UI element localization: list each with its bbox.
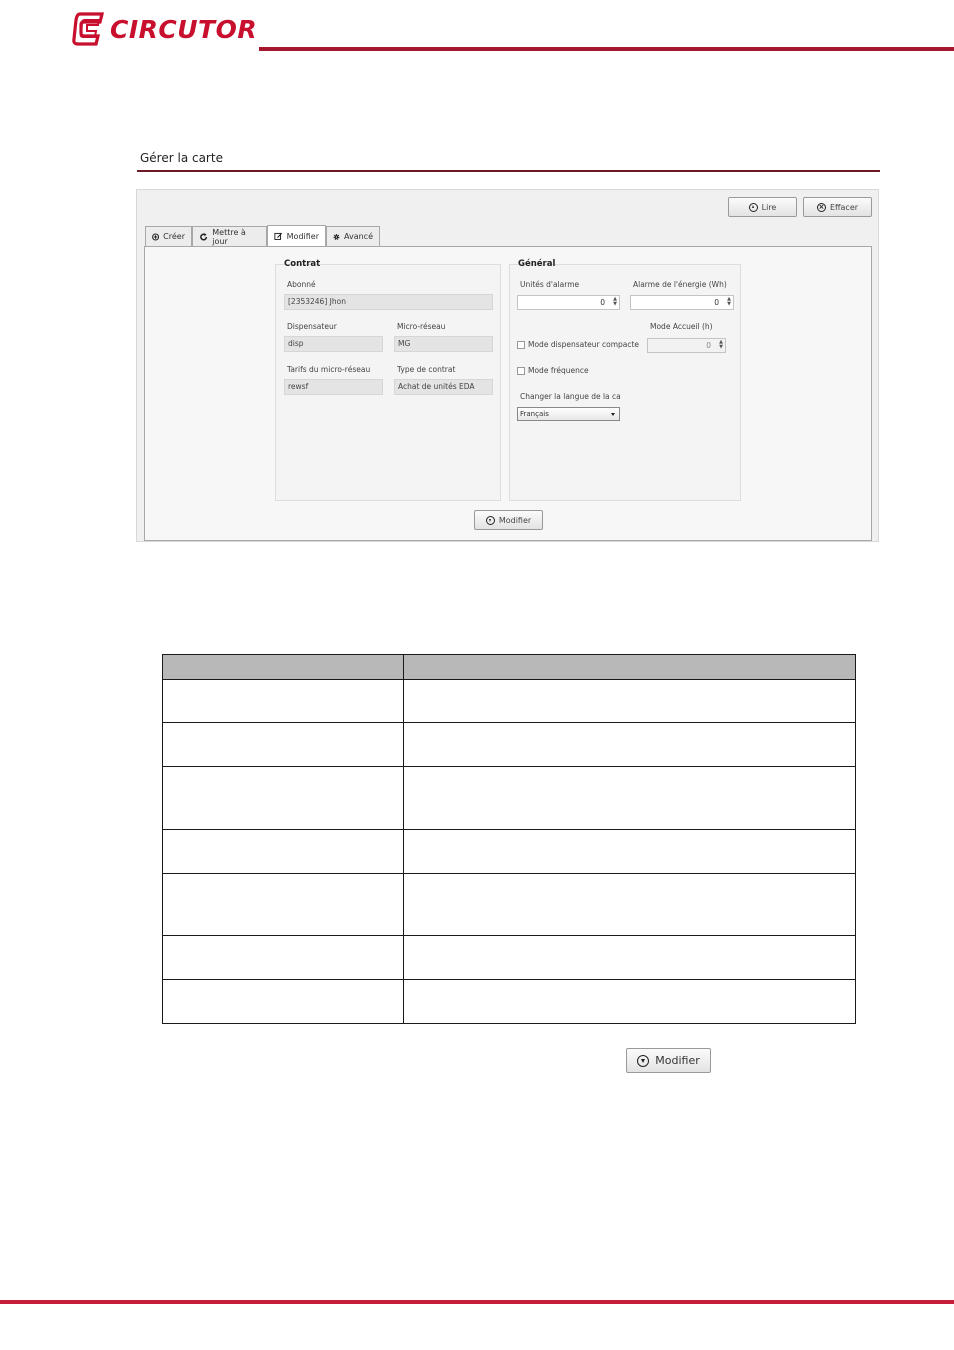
table-row <box>163 980 856 1024</box>
table-cell <box>163 980 404 1024</box>
brand-name: CIRCUTOR <box>110 14 258 44</box>
table-header-cell <box>404 655 856 680</box>
frequency-mode-label: Mode fréquence <box>528 366 589 375</box>
contract-type-label: Type de contrat <box>397 365 456 374</box>
table-cell <box>404 767 856 830</box>
clear-button[interactable]: × Effacer <box>803 197 872 217</box>
table-cell <box>163 767 404 830</box>
table-row <box>163 723 856 767</box>
table-cell <box>404 680 856 723</box>
microgrid-label: Micro-réseau <box>397 322 446 331</box>
tab-modify[interactable]: Modifier <box>267 225 326 246</box>
plus-circle-icon <box>152 232 159 242</box>
refresh-icon <box>199 232 208 242</box>
modify-button-screenshot[interactable]: Modifier <box>474 510 543 530</box>
alarm-units-input[interactable]: 0 ▲ ▼ <box>517 295 620 310</box>
language-select[interactable]: Français <box>517 407 620 421</box>
chevron-down-icon <box>611 413 615 416</box>
energy-alarm-label: Alarme de l'énergie (Wh) <box>633 280 727 289</box>
compact-mode-checkbox[interactable] <box>517 341 525 349</box>
edit-icon <box>274 231 283 241</box>
section-title: Gérer la carte <box>140 151 223 165</box>
tariffs-label: Tarifs du micro-réseau <box>287 365 371 374</box>
spin-arrows-icon[interactable]: ▲ ▼ <box>727 296 731 307</box>
table-cell <box>163 723 404 767</box>
table-cell <box>404 723 856 767</box>
download-circle-icon <box>637 1055 649 1067</box>
home-mode-input[interactable]: 0 ▲ ▼ <box>647 338 726 353</box>
general-group-title: Général <box>518 259 556 269</box>
table-row <box>163 767 856 830</box>
home-mode-label: Mode Accueil (h) <box>650 322 713 331</box>
table-row <box>163 680 856 723</box>
microgrid-field[interactable]: MG <box>394 336 493 352</box>
frequency-mode-checkbox[interactable] <box>517 367 525 375</box>
upload-circle-icon <box>749 203 758 212</box>
dispenser-label: Dispensateur <box>287 322 337 331</box>
spin-arrows-icon[interactable]: ▲ ▼ <box>719 339 723 350</box>
table-cell <box>404 830 856 874</box>
section-rule <box>137 170 880 172</box>
tab-create[interactable]: Créer <box>145 226 192 246</box>
spin-arrows-icon[interactable]: ▲ ▼ <box>613 296 617 307</box>
table-header-cell <box>163 655 404 680</box>
table-cell <box>404 980 856 1024</box>
close-circle-icon: × <box>818 202 825 211</box>
subscriber-field[interactable]: [2353246] Jhon <box>284 294 493 310</box>
gear-icon <box>333 232 340 242</box>
footer-rule <box>0 1300 954 1304</box>
table-row <box>163 936 856 980</box>
table-cell <box>163 936 404 980</box>
alarm-units-label: Unités d'alarme <box>520 280 580 289</box>
table-cell <box>404 874 856 936</box>
table-cell <box>163 874 404 936</box>
download-circle-icon <box>486 516 495 525</box>
compact-mode-label: Mode dispensateur compacte <box>528 340 640 349</box>
table-header-row <box>163 655 856 680</box>
read-button[interactable]: Lire <box>728 197 797 217</box>
tab-update[interactable]: Mettre à jour <box>192 226 267 246</box>
table-cell <box>163 680 404 723</box>
energy-alarm-input[interactable]: 0 ▲ ▼ <box>630 295 734 310</box>
circutor-logo <box>72 12 257 46</box>
table-row <box>163 874 856 936</box>
table-row <box>163 830 856 874</box>
header-rule <box>259 47 954 51</box>
tab-content-modify <box>144 246 872 541</box>
tab-advanced[interactable]: Avancé <box>326 226 380 246</box>
description-table <box>162 654 856 1024</box>
tariffs-field[interactable]: rewsf <box>284 379 383 395</box>
table-cell <box>163 830 404 874</box>
language-label: Changer la langue de la ca <box>520 392 621 401</box>
dispenser-field[interactable]: disp <box>284 336 383 352</box>
circutor-logo-icon <box>72 12 106 46</box>
contract-type-field[interactable]: Achat de unités EDA <box>394 379 493 395</box>
table-cell <box>404 936 856 980</box>
contract-group-title: Contrat <box>284 259 321 269</box>
subscriber-label: Abonné <box>287 280 316 289</box>
modify-button[interactable]: Modifier <box>626 1048 711 1073</box>
